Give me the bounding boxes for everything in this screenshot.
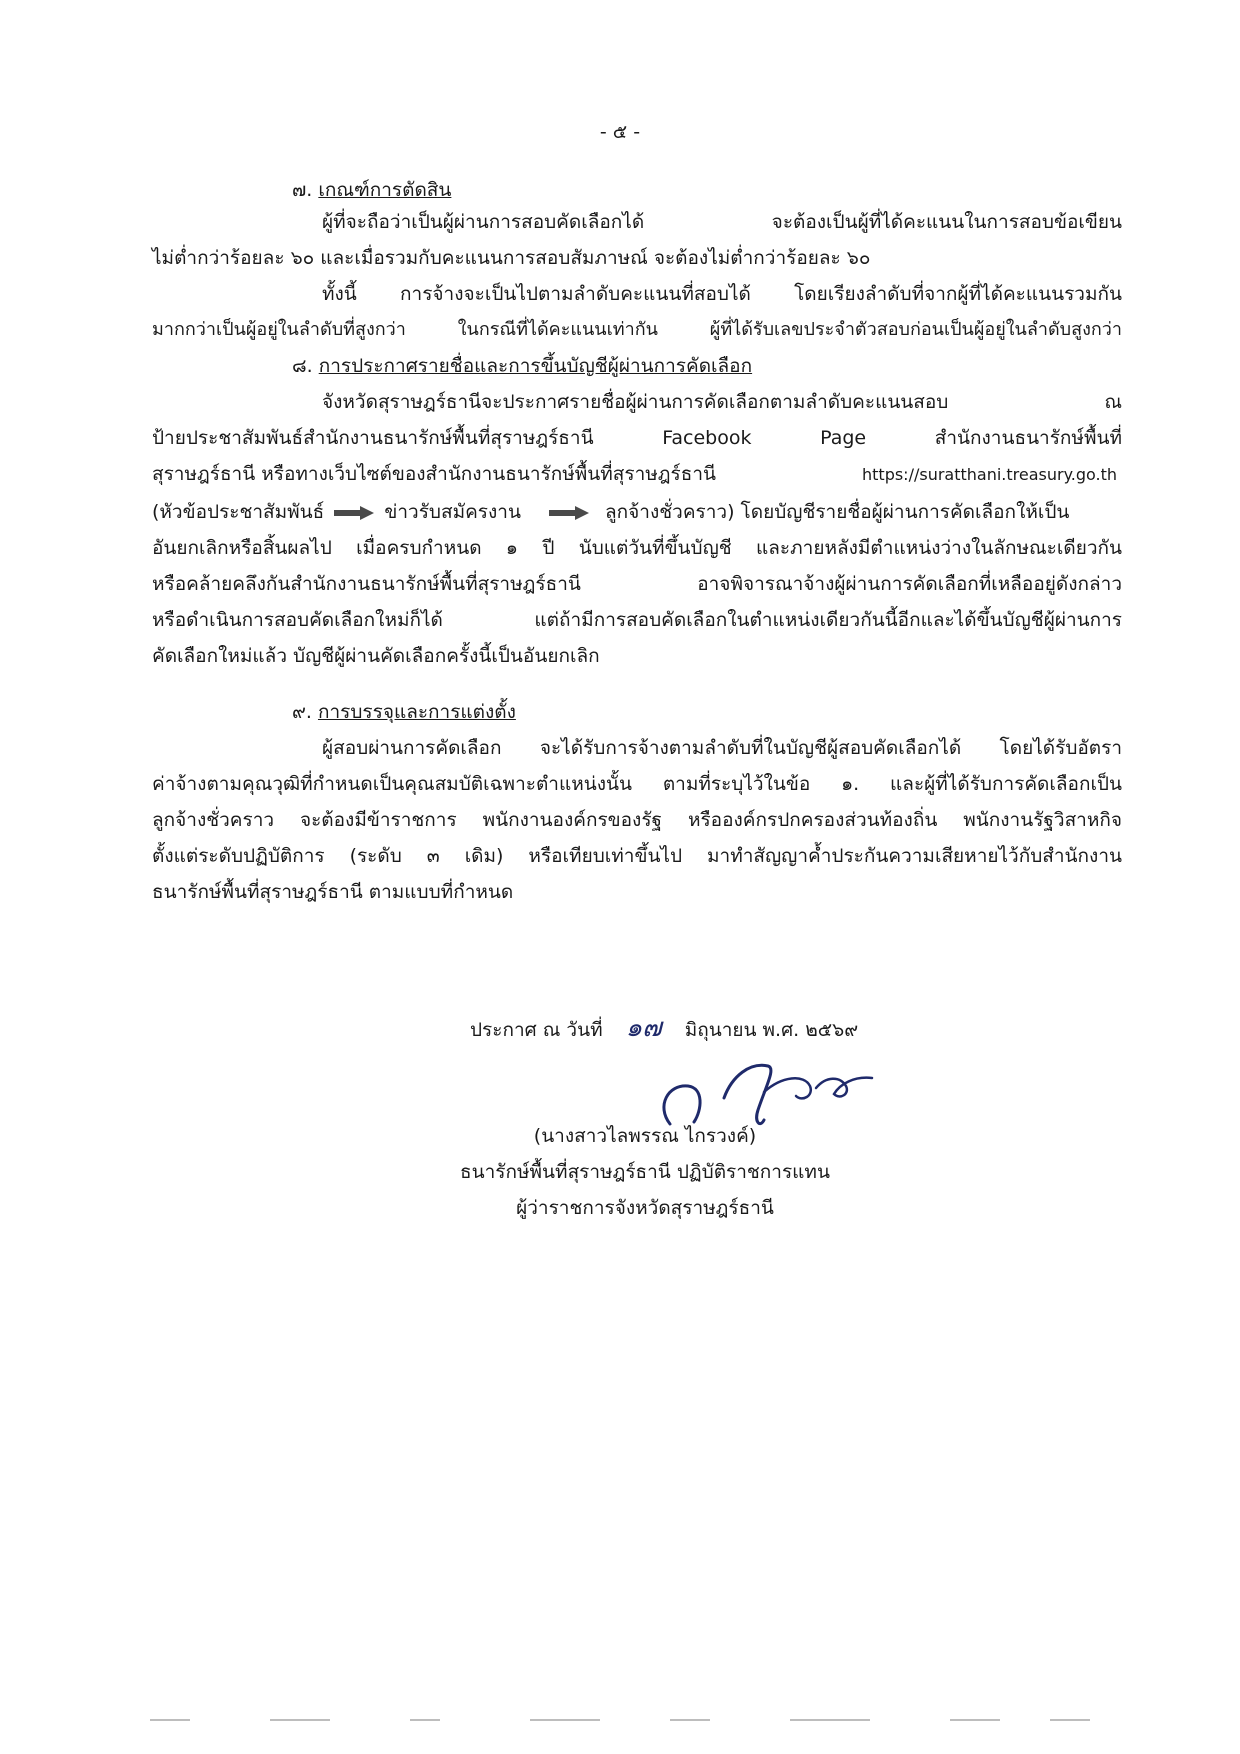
scan-artifact-marks <box>150 1716 1110 1724</box>
right-arrow-icon <box>334 506 374 520</box>
section-7-line-4: มากกว่าเป็นผู้อยู่ในลำดับที่สูงกว่า ในกรณีที่ได้คะแนนเท่ากัน ผู้ที่ได้รับเลขประจำตัวสอบก่อนเป็นผู้อยู่ในลำดับสูงกว่า <box>152 319 1122 340</box>
nav-path-topic: (หัวข้อประชาสัมพันธ์ <box>152 501 325 523</box>
section-7-heading <box>292 172 451 208</box>
nav-path-temp-staff: ลูกจ้างชั่วคราว) โดยบัญชีรายชื่อผู้ผ่านการคัดเลือกให้เป็น <box>605 501 1070 523</box>
section-8-line-1: จังหวัดสุราษฎร์ธานีจะประกาศรายชื่อผู้ผ่านการคัดเลือกตามลำดับคะแนนสอบ ณ <box>322 391 1122 413</box>
announcement-prefix: ประกาศ ณ วันที่ <box>470 1019 603 1041</box>
page-number: - ๕ - <box>599 121 641 143</box>
section-8-nav-path <box>152 494 1069 530</box>
nav-path-job-news: ข่าวรับสมัครงาน <box>384 501 521 523</box>
right-arrow-icon <box>549 506 589 520</box>
section-7-line-3: ทั้งนี้ การจ้างจะเป็นไปตามลำดับคะแนนที่สอบได้ โดยเรียงลำดับที่จากผู้ที่ได้คะแนนรวมกัน <box>322 283 1122 305</box>
section-8-line-7: หรือดำเนินการสอบคัดเลือกใหม่ก็ได้ แต่ถ้ามีการสอบคัดเลือกในตำแหน่งเดียวกันนี้อีกและได้ขึ้นบัญชีผู้ผ่านการ <box>152 609 1122 631</box>
section-8-number: ๘. <box>292 355 313 377</box>
section-9-line-4: ตั้งแต่ระดับปฏิบัติการ (ระดับ ๓ เดิม) หรือเทียบเท่าขึ้นไป มาทำสัญญาค้ำประกันความเสียหายไว้กับสำนักงาน <box>152 845 1122 867</box>
signatory-name: (นางสาวไลพรรณ ไกรวงค์) <box>533 1125 757 1147</box>
section-8-line-3-text: สุราษฎร์ธานี หรือทางเว็บไซต์ของสำนักงานธนารักษ์พื้นที่สุราษฎร์ธานี <box>152 463 716 485</box>
section-8-line-3 <box>152 456 716 492</box>
section-8-line-8: คัดเลือกใหม่แล้ว บัญชีผู้ผ่านคัดเลือกครั้งนี้เป็นอันยกเลิก <box>152 645 600 667</box>
section-7-number: ๗. <box>292 179 313 201</box>
signatory-position: ธนารักษ์พื้นที่สุราษฎร์ธานี ปฏิบัติราชการแทน <box>460 1161 830 1183</box>
section-7-line-2: ไม่ต่ำกว่าร้อยละ ๖๐ และเมื่อรวมกับคะแนนการสอบสัมภาษณ์ จะต้องไม่ต่ำกว่าร้อยละ ๖๐ <box>152 247 871 269</box>
section-9-line-3: ลูกจ้างชั่วคราว จะต้องมีข้าราชการ พนักงานองค์กรของรัฐ หรือองค์กรปกครองส่วนท้องถิ่น พนักงานรัฐวิสาหกิจ <box>152 809 1122 831</box>
section-7-line-1: ผู้ที่จะถือว่าเป็นผู้ผ่านการสอบคัดเลือกได้ จะต้องเป็นผู้ที่ได้คะแนนในการสอบข้อเขียน <box>322 211 1122 233</box>
announcement-day-handwritten: ๑๗ <box>625 1013 662 1043</box>
section-9-heading <box>292 694 516 730</box>
treasury-website-link[interactable]: https://suratthani.treasury.go.th <box>862 465 1118 484</box>
signatory-position-2: ผู้ว่าราชการจังหวัดสุราษฎร์ธานี <box>516 1197 774 1219</box>
section-8-line-5: อันยกเลิกหรือสิ้นผลไป เมื่อครบกำหนด ๑ ปี นับแต่วันที่ขึ้นบัญชี และภายหลังมีตำแหน่งว่างในลักษณะเดียวกัน <box>152 537 1122 559</box>
section-9-title: การบรรจุและการแต่งตั้ง <box>317 701 516 723</box>
announcement-suffix: มิถุนายน พ.ศ. ๒๕๖๙ <box>684 1019 859 1041</box>
section-8-title: การประกาศรายชื่อและการขึ้นบัญชีผู้ผ่านการคัดเลือก <box>318 355 753 377</box>
section-8-line-6: หรือคล้ายคลึงกันสำนักงานธนารักษ์พื้นที่สุราษฎร์ธานี อาจพิจารณาจ้างผู้ผ่านการคัดเลือกที่เหลืออยู่ดังกล่าว <box>152 573 1122 595</box>
section-7-title: เกณฑ์การตัดสิน <box>318 179 452 201</box>
section-8-heading <box>292 348 752 384</box>
section-8-line-2: ป้ายประชาสัมพันธ์สำนักงานธนารักษ์พื้นที่สุราษฎร์ธานี Facebook Page สำนักงานธนารักษ์พื้นที่ <box>152 427 1122 449</box>
section-9-line-5: ธนารักษ์พื้นที่สุราษฎร์ธานี ตามแบบที่กำหนด <box>152 881 514 903</box>
section-9-number: ๙. <box>292 701 312 723</box>
section-9-line-1: ผู้สอบผ่านการคัดเลือก จะได้รับการจ้างตามลำดับที่ในบัญชีผู้สอบคัดเลือกได้ โดยได้รับอัตรา <box>322 737 1122 759</box>
section-9-line-2: ค่าจ้างตามคุณวุฒิที่กำหนดเป็นคุณสมบัติเฉพาะตำแหน่งนั้น ตามที่ระบุไว้ในข้อ ๑. และผู้ที่ได้รับการคัดเลือกเป็น <box>152 773 1122 795</box>
